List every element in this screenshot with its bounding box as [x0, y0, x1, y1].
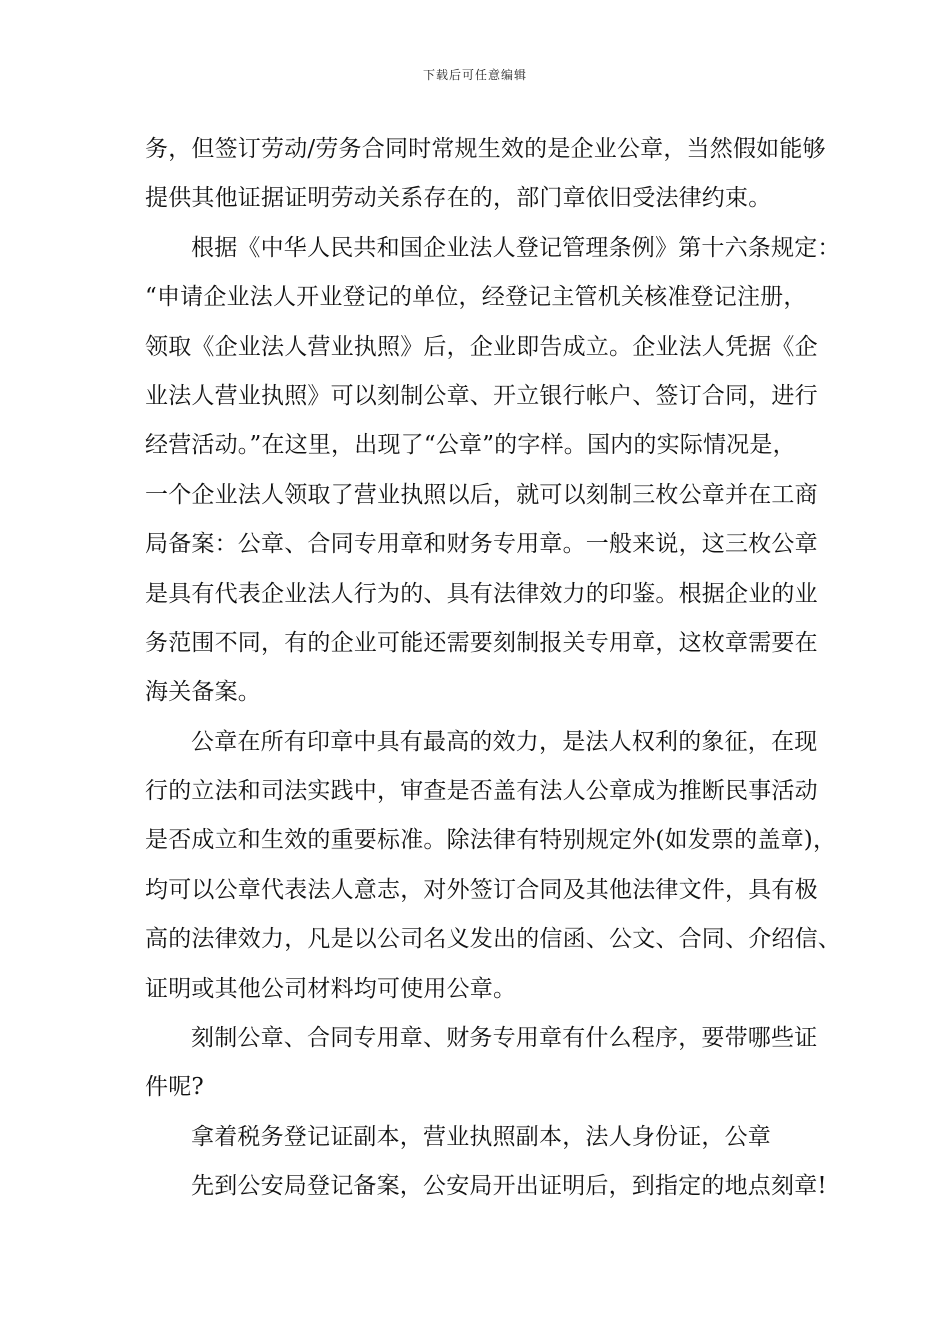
paragraph-first-line: 根据《中华人民共和国企业法人登记管理条例》第十六条规定： — [191, 234, 841, 261]
paragraph-first-line: 拿着税务登记证副本，营业执照副本，法人身份证，公章 — [191, 1123, 771, 1150]
text-line: 经营活动。”在这里，出现了“公章”的字样。国内的实际情况是， — [145, 432, 796, 459]
text-line: 业法人营业执照》可以刻制公章、开立银行帐户、签订合同，进行 — [145, 382, 818, 409]
text-line: 证明或其他公司材料均可使用公章。 — [145, 975, 517, 1002]
text-line: 均可以公章代表法人意志，对外签订合同及其他法律文件，具有极 — [145, 876, 818, 903]
paragraph-first-line: 刻制公章、合同专用章、财务专用章有什么程序，要带哪些证 — [191, 1025, 818, 1052]
document-body — [145, 125, 841, 1212]
text-line: 高的法律效力，凡是以公司名义发出的信函、公文、合同、介绍信、 — [145, 926, 841, 953]
page-header: 下载后可任意编辑 — [422, 68, 527, 82]
paragraph-first-line: 公章在所有印章中具有最高的效力，是法人权利的象征，在现 — [191, 728, 818, 755]
text-line: 务范围不同，有的企业可能还需要刻制报关专用章，这枚章需要在 — [145, 629, 818, 656]
text-line: 海关备案。 — [145, 679, 261, 706]
text-line: 务，但签订劳动/劳务合同时常规生效的是企业公章，当然假如能够 — [145, 136, 826, 162]
text-line: 行的立法和司法实践中，审查是否盖有法人公章成为推断民事活动 — [145, 778, 818, 805]
text-line: “申请企业法人开业登记的单位，经登记主管机关核准登记注册， — [145, 284, 807, 311]
text-line: 件呢? — [145, 1074, 204, 1101]
paragraph-first-line: 先到公安局登记备案，公安局开出证明后，到指定的地点刻章! — [191, 1173, 827, 1200]
text-line: 是具有代表企业法人行为的、具有法律效力的印鉴。根据企业的业 — [145, 580, 818, 607]
text-line: 提供其他证据证明劳动关系存在的，部门章依旧受法律约束。 — [145, 185, 772, 212]
text-line: 局备案：公章、合同专用章和财务专用章。一般来说，这三枚公章 — [145, 531, 818, 558]
text-line: 领取《企业法人营业执照》后，企业即告成立。企业法人凭据《企 — [145, 333, 818, 360]
text-line: 是否成立和生效的重要标准。除法律有特别规定外(如发票的盖章)， — [145, 827, 837, 854]
text-line: 一个企业法人领取了营业执照以后，就可以刻制三枚公章并在工商 — [145, 481, 818, 508]
